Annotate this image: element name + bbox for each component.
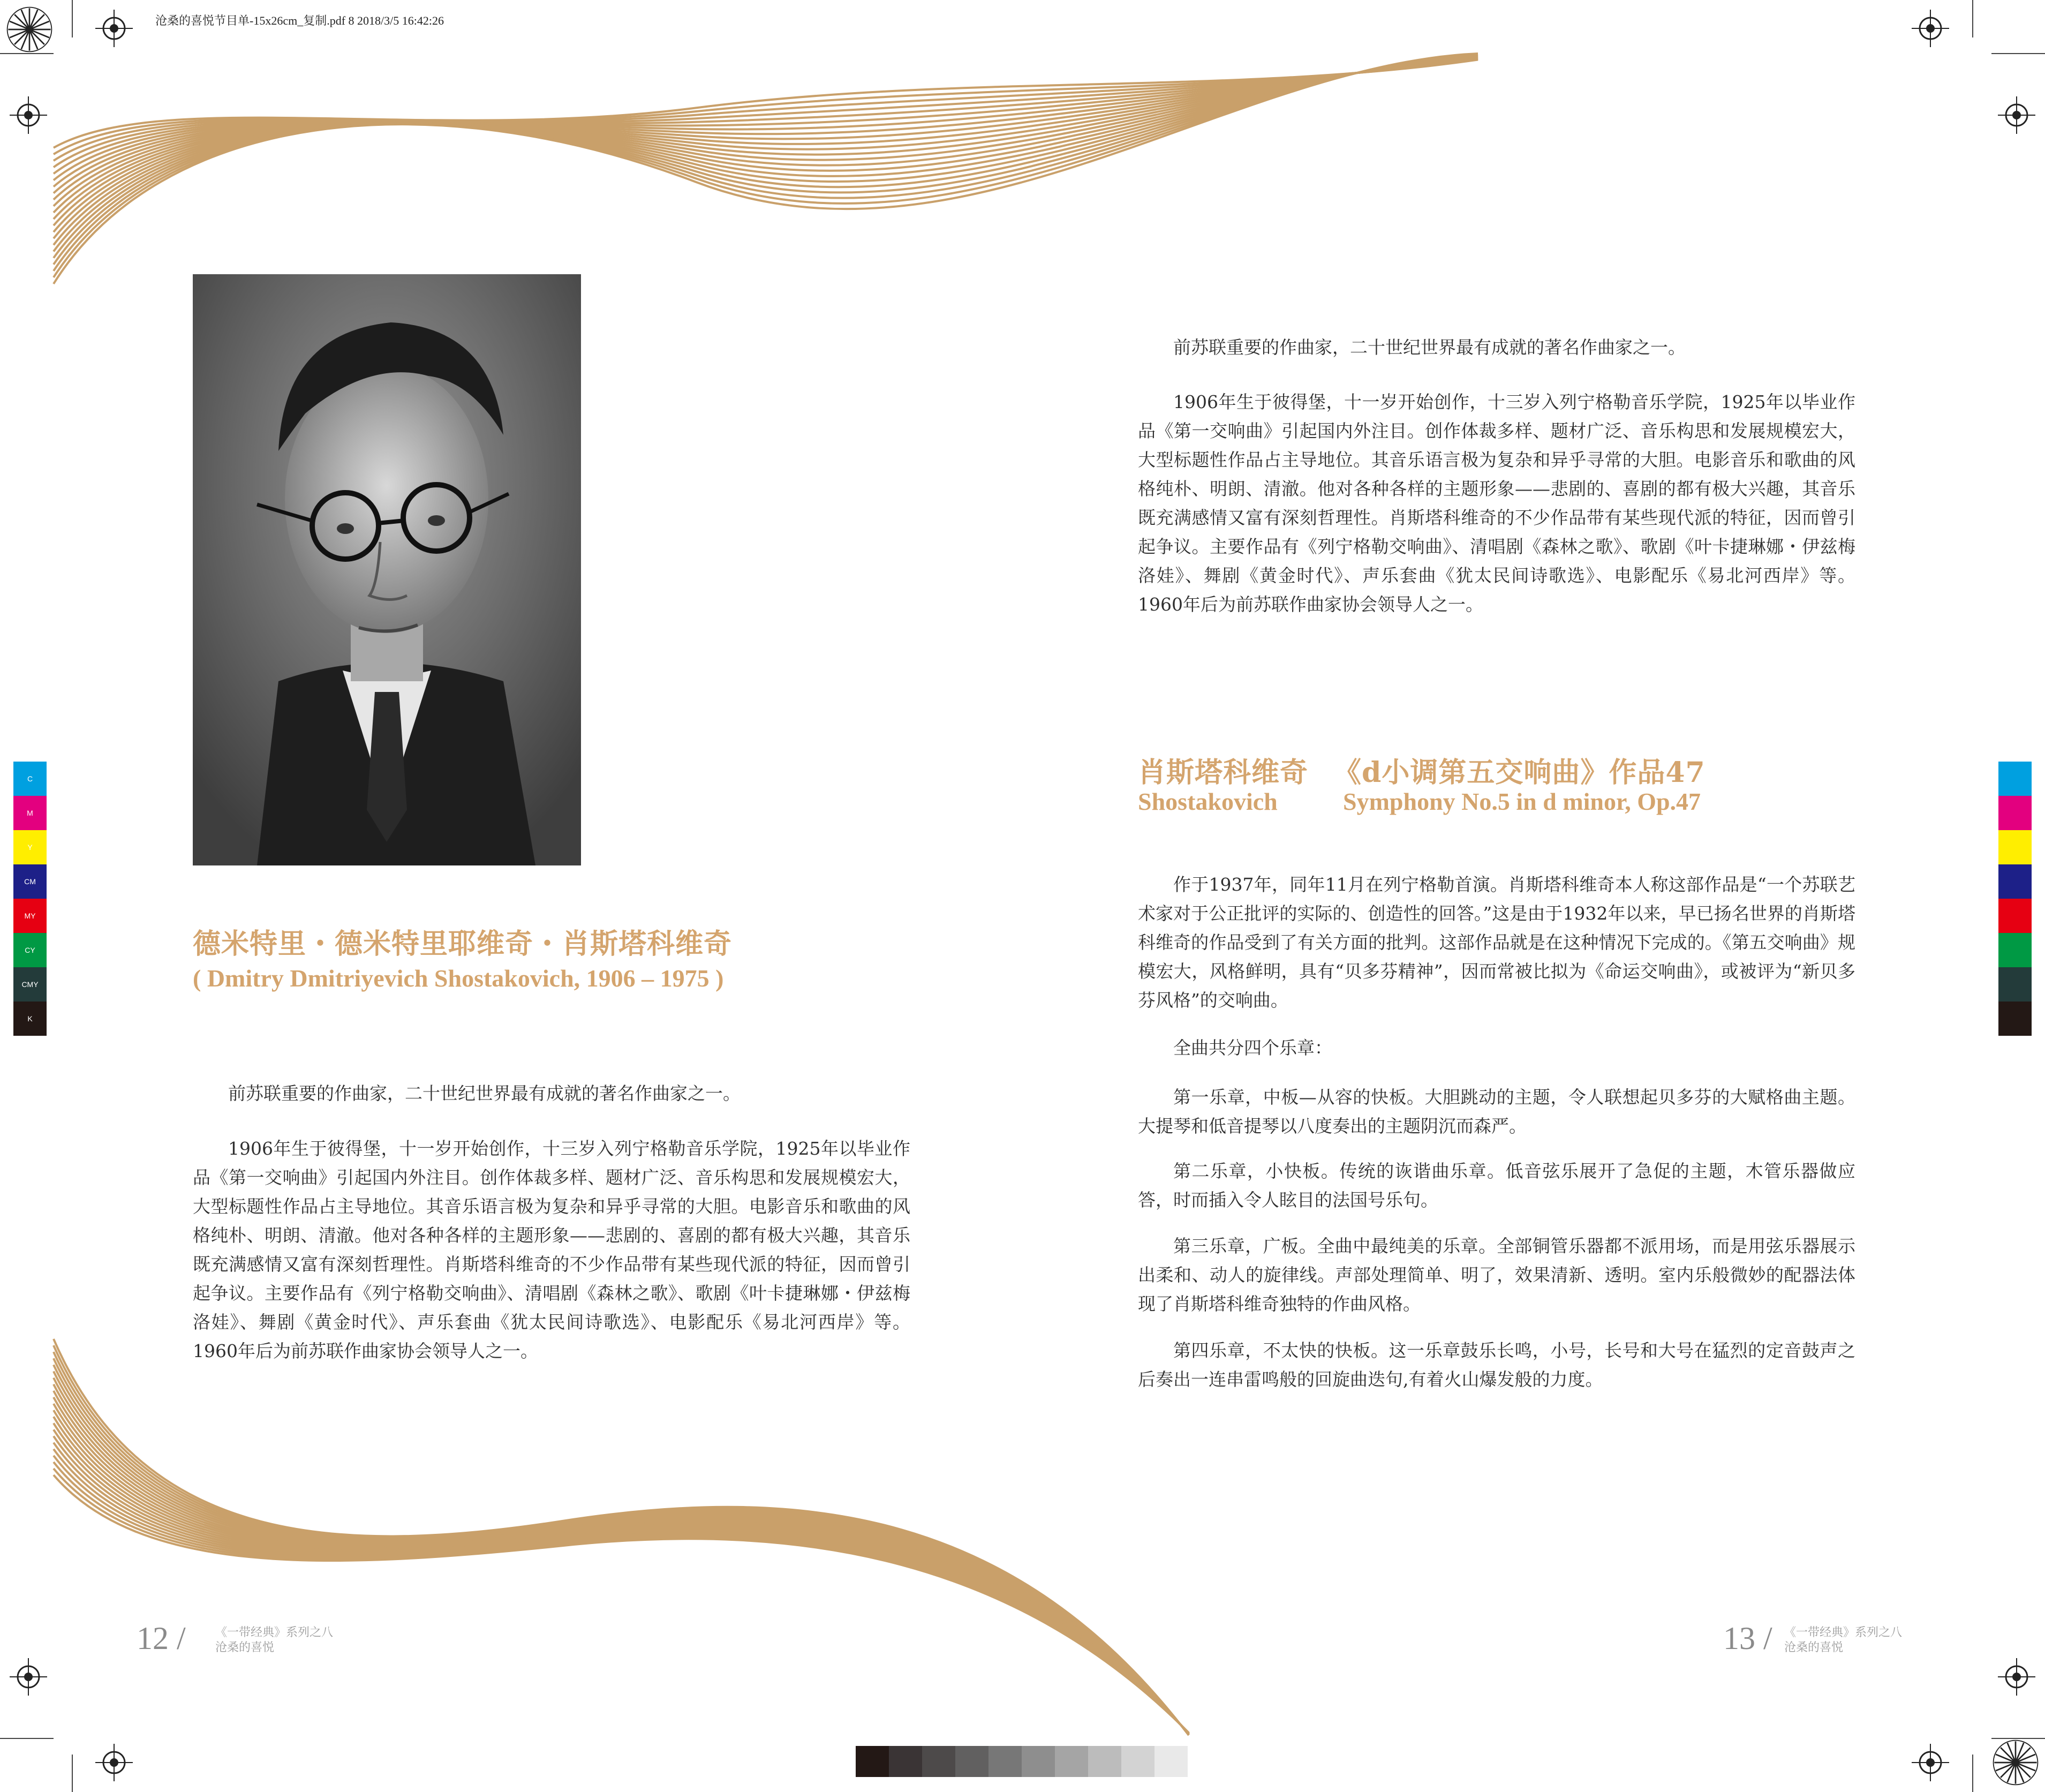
color-swatch: CY (13, 933, 47, 967)
page-number-right: 13 / (1723, 1621, 1772, 1656)
color-swatch (1998, 830, 2032, 864)
starburst-registration-icon (5, 5, 54, 54)
right-bio-paragraph: 1906年生于彼得堡，十一岁开始创作，十三岁入列宁格勒音乐学院，1925年以毕业作品《第一交响曲》引起国内外注目。创作体裁多样、题材广泛、音乐构思和发展规模宏大，大型标题性作品占主导地位。其音乐语言极为复杂和异乎寻常的大胆。电影音乐和歌曲的风格纯朴、明朗、清澈。他对各种各样的主题形象——悲剧的、喜剧的都有极大兴趣，其音乐既充满感情又富有深刻哲理性。肖斯塔科维奇的不少作品带有某些现代派的特征，因而曾引起争议。主要作品有《列宁格勒交响曲》、清唱剧《森林之歌》、歌剧《叶卡捷琳娜・伊兹梅洛娃》、舞剧《黄金时代》、声乐套曲《犹太民间诗歌选》、电影配乐《易北河西岸》等。1960年后为前苏联作曲家协会领导人之一。 (1138, 391, 1855, 615)
crosshair-registration-icon (1912, 1744, 1949, 1781)
series-title: 《一带经典》系列之八 (1784, 1626, 1903, 1639)
gold-wave-top-decoration (0, 48, 1499, 295)
movements-intro: 全曲共分四个乐章： (1173, 1037, 1332, 1058)
movement-4: 第四乐章，不太快的快板。这一乐章鼓乐长鸣，小号，长号和大号在猛烈的定音鼓声之后奏出一连串雷鸣般的回旋曲迭句,有着火山爆发般的力度。 (1138, 1340, 1855, 1390)
grey-swatch (922, 1746, 955, 1777)
color-swatch: Y (13, 830, 47, 864)
page-number-left: 12 / (137, 1621, 186, 1656)
crosshair-registration-icon (1998, 1658, 2035, 1696)
crosshair-registration-icon (95, 10, 133, 47)
grey-swatch (1022, 1746, 1055, 1777)
crosshair-registration-icon (95, 1744, 133, 1781)
right-intro-paragraph: 前苏联重要的作曲家，二十世纪世界最有成就的著名作曲家之一。 (1173, 337, 1686, 358)
color-swatch: C (13, 762, 47, 796)
gold-wave-bottom-decoration (0, 1334, 1210, 1741)
color-swatch: CMY (13, 967, 47, 1002)
color-swatch (1998, 899, 2032, 933)
work-composer-en: Shostakovich (1138, 788, 1278, 815)
left-intro-paragraph: 前苏联重要的作曲家，二十世纪世界最有成就的著名作曲家之一。 (228, 1083, 741, 1104)
left-bio-paragraph: 1906年生于彼得堡，十一岁开始创作，十三岁入列宁格勒音乐学院，1925年以毕业作品《第一交响曲》引起国内外注目。创作体裁多样、题材广泛、音乐构思和发展规模宏大，大型标题性作品占主导地位。其音乐语言极为复杂和异乎寻常的大胆。电影音乐和歌曲的风格纯朴、明朗、清澈。他对各种各样的主题形象——悲剧的、喜剧的都有极大兴趣，其音乐既充满感情又富有深刻哲理性。肖斯塔科维奇的不少作品带有某些现代派的特征，因而曾引起争议。主要作品有《列宁格勒交响曲》、清唱剧《森林之歌》、歌剧《叶卡捷琳娜・伊兹梅洛娃》、舞剧《黄金时代》、声乐套曲《犹太民间诗歌选》、电影配乐《易北河西岸》等。1960年后为前苏联作曲家协会领导人之一。 (193, 1138, 910, 1361)
crosshair-registration-icon (1912, 10, 1949, 47)
color-swatch (1998, 762, 2032, 796)
color-swatch: MY (13, 899, 47, 933)
series-subtitle: 沧桑的喜悦 (215, 1641, 275, 1654)
color-swatch (1998, 1002, 2032, 1036)
color-swatch (1998, 864, 2032, 899)
color-swatch: CM (13, 864, 47, 899)
grey-swatch (889, 1746, 922, 1777)
color-swatch (1998, 933, 2032, 967)
work-title-cn: 《d小调第五交响曲》作品47 (1333, 756, 1706, 789)
grey-swatch (988, 1746, 1022, 1777)
series-label-right (1784, 1625, 1902, 1655)
composer-name-cn: 德米特里・德米特里耶维奇・肖斯塔科维奇 (193, 928, 733, 960)
color-swatch (1998, 967, 2032, 1002)
series-label-left (215, 1625, 333, 1655)
color-swatch (1998, 796, 2032, 830)
starburst-registration-icon (1991, 1738, 2040, 1787)
grey-swatch (1154, 1746, 1188, 1777)
composer-portrait-photo (193, 274, 581, 865)
series-subtitle: 沧桑的喜悦 (1784, 1641, 1844, 1654)
series-title: 《一带经典》系列之八 (215, 1626, 334, 1639)
movement-1: 第一乐章，中板—从容的快板。大胆跳动的主题，令人联想起贝多芬的大赋格曲主题。大提琴和低音提琴以八度奏出的主题阴沉而森严。 (1138, 1087, 1855, 1136)
grey-swatch (955, 1746, 988, 1777)
composer-name-en: ( Dmitry Dmitriyevich Shostakovich, 1906 – 1975 ) (193, 965, 724, 992)
grey-swatch (1121, 1746, 1154, 1777)
crosshair-registration-icon (1998, 96, 2035, 134)
movement-3: 第三乐章，广板。全曲中最纯美的乐章。全部铜管乐器都不派用场，而是用弦乐器展示出柔和、动人的旋律线。声部处理简单、明了，效果清新、透明。室内乐般微妙的配器法体现了肖斯塔科维奇独特的作曲风格。 (1138, 1236, 1855, 1314)
grey-swatch (1088, 1746, 1121, 1777)
file-meta: 沧桑的喜悦节目单-15x26cm_复制.pdf 8 2018/3/5 16:42:26 (155, 14, 444, 27)
work-notes-paragraph: 作于1937年，同年11月在列宁格勒首演。肖斯塔科维奇本人称这部作品是“一个苏联艺术家对于公正批评的实际的、创造性的回答。”这是由于1932年以来，早已扬名世界的肖斯塔科维奇的作品受到了有关方面的批判。这部作品就是在这种情况下完成的。《第五交响曲》规模宏大，风格鲜明，具有“贝多芬精神”，因而常被比拟为《命运交响曲》，或被评为“新贝多芬风格”的交响曲。 (1138, 874, 1855, 1011)
color-swatch: M (13, 796, 47, 830)
work-title-en: Symphony No.5 in d minor, Op.47 (1343, 788, 1701, 815)
grey-swatch (856, 1746, 889, 1777)
grey-swatch (1055, 1746, 1088, 1777)
work-composer-cn: 肖斯塔科维奇 (1138, 756, 1309, 789)
movement-2: 第二乐章，小快板。传统的诙谐曲乐章。低音弦乐展开了急促的主题，木管乐器做应答，时而插入令人眩目的法国号乐句。 (1138, 1161, 1855, 1210)
color-swatch: K (13, 1002, 47, 1036)
